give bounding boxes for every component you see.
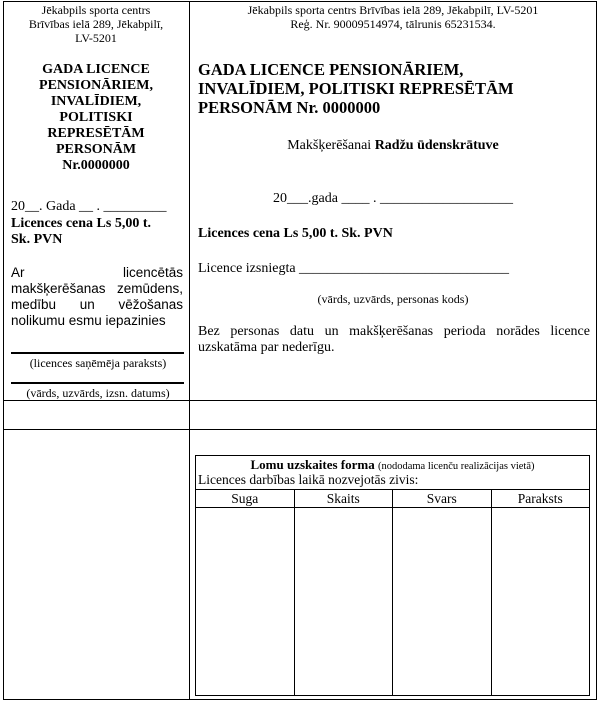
stub-title-line: PENSIONĀRIEM, <box>39 78 153 93</box>
stub-signature-caption: (licences saņēmēja paraksts) <box>29 356 167 370</box>
column-header-species: Suga <box>196 490 295 508</box>
stub-title-line: Nr.0000000 <box>62 158 130 173</box>
stub-org-line1: Jēkabpils sporta centrs <box>41 3 151 17</box>
cell-signature[interactable] <box>491 508 590 696</box>
stub-title-line: PERSONĀM <box>55 142 137 157</box>
catch-form-title: Lomu uzskaites forma <box>250 457 375 472</box>
fishing-place-name: Radžu ūdenskrātuve <box>374 138 499 153</box>
column-header-weight: Svars <box>393 490 492 508</box>
stub-price-line1: Licences cena Ls 5,00 t. <box>11 216 151 231</box>
stub-rules-text: Ar licencētās makšķerēšanas zemūdens, medību un vēžošanas nolikumu esmu iepazinies <box>11 265 183 328</box>
cell-count[interactable] <box>294 508 393 696</box>
stub-org-line2: Brīvības ielā 289, Jēkabpilī, <box>28 17 164 31</box>
license-title <box>198 60 593 117</box>
stub-name-line <box>11 382 184 384</box>
stub-organization <box>4 3 188 45</box>
stub-title-line: POLITISKI <box>59 110 133 125</box>
stub-date-line: 20__. Gada __ . _________ <box>11 199 167 214</box>
license-title-line: GADA LICENCE PENSIONĀRIEM, <box>198 60 464 79</box>
license-fishing-place <box>190 138 596 154</box>
license-org-line2: Reģ. Nr. 90009514974, tālrunis 65231534. <box>290 17 496 31</box>
license-organization <box>190 3 596 31</box>
catch-form-subtitle: Licences darbības laikā nozvejotās zivis: <box>198 472 419 487</box>
stub-title-line: GADA LICENCE <box>42 62 150 77</box>
stub-org-line3: LV-5201 <box>75 31 117 45</box>
cell-species[interactable] <box>196 508 295 696</box>
catch-form-note: (nododama licenču realizācijas vietā) <box>377 461 535 472</box>
license-org-line1: Jēkabpils sporta centrs Brīvības ielā 289, Jēkabpilī, LV-5201 <box>247 3 539 17</box>
column-divider <box>189 1 190 700</box>
stub-title-line: INVALĪDIEM, <box>50 94 142 109</box>
license-title-line: INVALĪDIEM, POLITISKI REPRESĒTĀM <box>198 79 514 98</box>
license-date-line: 20___.gada ____ . ___________________ <box>273 191 513 206</box>
stub-price-line2: Sk. PVN <box>11 232 63 247</box>
catch-table-header <box>196 490 590 508</box>
table-row <box>196 508 590 696</box>
stub-price <box>11 216 186 248</box>
license-issued-caption: (vārds, uzvārds, personas kods) <box>317 292 469 306</box>
license-issued-line: Licence izsniegta ______________________________ <box>198 261 510 276</box>
cell-weight[interactable] <box>393 508 492 696</box>
license-title-line: PERSONĀM Nr. 0000000 <box>198 98 381 117</box>
column-header-signature: Paraksts <box>491 490 590 508</box>
fishing-prefix: Makšķerēšanai <box>287 138 372 153</box>
column-header-count: Skaits <box>294 490 393 508</box>
row-divider-2 <box>3 429 597 430</box>
stub-title-line: REPRESĒTĀM <box>47 126 145 141</box>
catch-table <box>195 489 590 696</box>
stub-title <box>4 62 188 174</box>
license-validity-text: Bez personas datu un makšķerēšanas perioda norādes licence uzskatāma par nederīgu. <box>198 324 590 355</box>
license-price: Licences cena Ls 5,00 t. Sk. PVN <box>198 226 393 241</box>
row-divider-1 <box>3 400 597 401</box>
stub-signature-line <box>11 352 184 354</box>
stub-name-caption: (vārds, uzvārds, izsn. datums) <box>26 386 170 400</box>
